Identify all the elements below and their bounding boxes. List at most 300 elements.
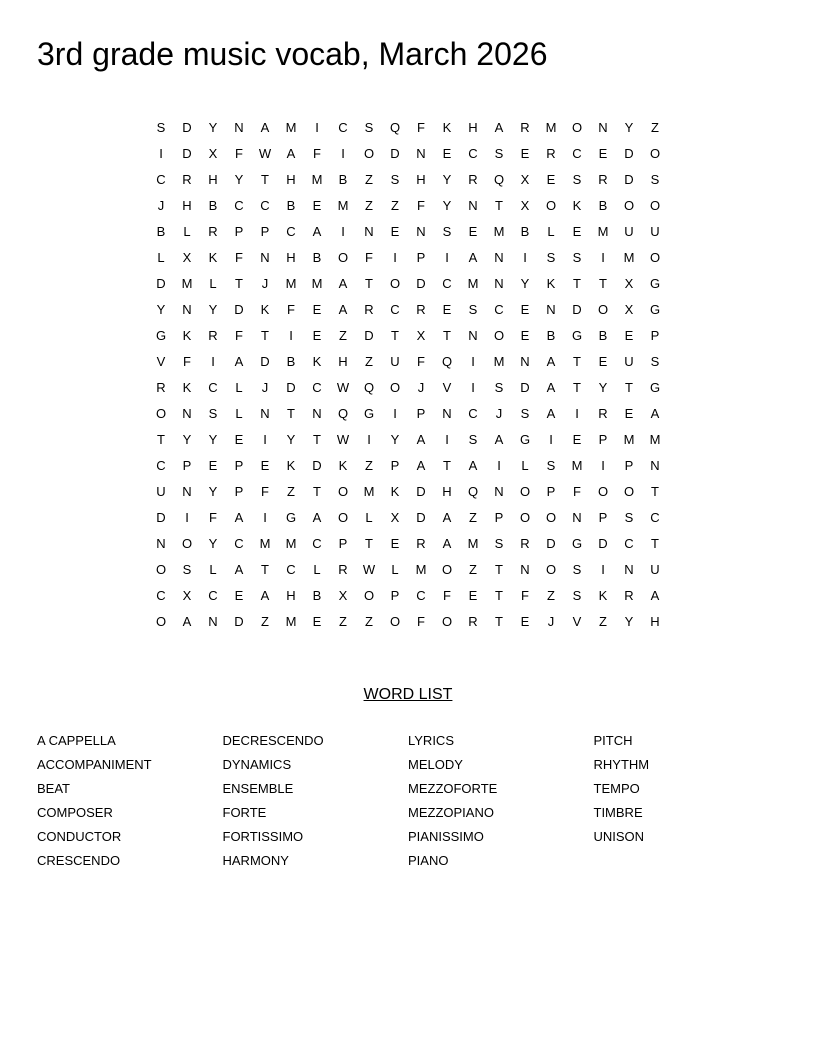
grid-letter: K [182, 380, 192, 395]
grid-letter: O [389, 614, 401, 629]
grid-letter: B [208, 198, 218, 213]
grid-letter: C [286, 224, 296, 239]
grid-letter: O [337, 250, 349, 265]
grid-letter: F [417, 198, 425, 213]
grid-letter: T [573, 354, 581, 369]
grid-letter: Y [208, 432, 218, 447]
grid-letter: T [495, 198, 503, 213]
grid-letter: L [313, 562, 321, 577]
grid-letter: V [442, 380, 452, 395]
grid-letter: A [312, 224, 322, 239]
grid-letter: P [650, 328, 660, 343]
grid-letter: P [390, 458, 400, 473]
word-list-item: TEMPO [593, 781, 640, 796]
grid-letter: E [598, 354, 608, 369]
grid-letter: R [364, 302, 374, 317]
grid-letter: Y [624, 614, 634, 629]
grid-letter: O [363, 588, 375, 603]
grid-letter: B [598, 328, 608, 343]
grid-letter: Z [365, 614, 373, 629]
grid-letter: P [234, 224, 244, 239]
grid-letter: N [416, 224, 426, 239]
grid-letter: D [624, 146, 634, 161]
grid-letter: L [235, 406, 243, 421]
grid-letter: F [235, 250, 243, 265]
grid-letter: C [650, 510, 660, 525]
grid-letter: E [598, 146, 608, 161]
grid-letter: A [182, 614, 192, 629]
grid-letter: T [573, 276, 581, 291]
grid-letter: Z [365, 172, 373, 187]
grid-letter: L [209, 276, 217, 291]
grid-letter: Y [598, 380, 608, 395]
grid-letter: T [495, 614, 503, 629]
grid-letter: P [416, 250, 426, 265]
word-list-heading: WORD LIST [363, 686, 453, 703]
grid-letter: Q [337, 406, 349, 421]
grid-letter: Y [442, 172, 452, 187]
grid-letter: I [445, 250, 449, 265]
grid-letter: M [285, 276, 297, 291]
grid-letter: I [315, 120, 319, 135]
grid-letter: A [546, 354, 556, 369]
word-list-item: MEZZOFORTE [408, 781, 498, 796]
grid-letter: O [519, 484, 531, 499]
grid-letter: Y [624, 120, 634, 135]
grid-letter: C [338, 120, 348, 135]
grid-letter: K [338, 458, 348, 473]
grid-letter: T [261, 172, 269, 187]
grid-letter: T [235, 276, 243, 291]
grid-letter: D [260, 354, 270, 369]
grid-letter: S [624, 510, 634, 525]
grid-letter: T [599, 276, 607, 291]
grid-letter: E [572, 224, 582, 239]
grid-letter: O [623, 484, 635, 499]
grid-letter: M [545, 120, 557, 135]
grid-letter: A [442, 536, 452, 551]
grid-letter: Z [547, 588, 555, 603]
grid-letter: D [390, 146, 400, 161]
grid-letter: L [521, 458, 529, 473]
grid-letter: R [416, 536, 426, 551]
grid-letter: B [286, 198, 296, 213]
grid-letter: A [286, 146, 296, 161]
grid-letter: R [520, 536, 530, 551]
grid-letter: X [624, 276, 634, 291]
grid-letter: E [546, 172, 556, 187]
grid-letter: N [208, 614, 218, 629]
grid-letter: G [519, 432, 531, 447]
grid-letter: S [650, 172, 660, 187]
grid-letter: F [417, 354, 425, 369]
grid-letter: N [520, 354, 530, 369]
grid-letter: B [312, 588, 322, 603]
word-list-item: MELODY [408, 757, 463, 772]
grid-letter: F [313, 146, 321, 161]
grid-letter: Z [287, 484, 295, 499]
grid-letter: O [649, 198, 661, 213]
grid-letter: E [442, 302, 452, 317]
grid-letter: Z [469, 510, 477, 525]
grid-letter: D [416, 484, 426, 499]
grid-letter: M [285, 614, 297, 629]
grid-letter: A [650, 406, 660, 421]
grid-letter: P [338, 536, 348, 551]
grid-letter: R [598, 406, 608, 421]
grid-letter: S [494, 146, 504, 161]
grid-letter: I [549, 432, 553, 447]
grid-letter: L [391, 562, 399, 577]
grid-letter: E [312, 198, 322, 213]
grid-letter: I [289, 328, 293, 343]
grid-letter: I [601, 250, 605, 265]
grid-letter: M [259, 536, 271, 551]
grid-letter: E [520, 328, 530, 343]
grid-letter: M [623, 432, 635, 447]
grid-letter: H [468, 120, 478, 135]
grid-letter: Z [365, 198, 373, 213]
grid-letter: O [389, 276, 401, 291]
grid-letter: O [597, 484, 609, 499]
grid-letter: N [182, 406, 192, 421]
grid-letter: T [443, 458, 451, 473]
grid-letter: L [365, 510, 373, 525]
grid-letter: R [156, 380, 166, 395]
grid-letter: O [441, 562, 453, 577]
word-list-item: CONDUCTOR [37, 829, 122, 844]
grid-letter: S [442, 224, 452, 239]
grid-letter: O [545, 198, 557, 213]
grid-letter: A [468, 458, 478, 473]
grid-letter: S [494, 536, 504, 551]
grid-letter: A [650, 588, 660, 603]
grid-letter: D [182, 146, 192, 161]
grid-letter: D [234, 302, 244, 317]
grid-letter: T [313, 484, 321, 499]
grid-letter: T [391, 328, 399, 343]
grid-letter: S [572, 250, 582, 265]
grid-letter: D [546, 536, 556, 551]
grid-letter: H [208, 172, 218, 187]
word-list-item: ENSEMBLE [222, 781, 294, 796]
grid-letter: N [364, 224, 374, 239]
grid-letter: W [336, 432, 350, 447]
grid-letter: Y [442, 198, 452, 213]
grid-letter: I [471, 380, 475, 395]
grid-letter: N [312, 406, 322, 421]
grid-letter: C [260, 198, 270, 213]
grid-letter: N [520, 562, 530, 577]
grid-letter: H [416, 172, 426, 187]
grid-letter: Z [365, 354, 373, 369]
grid-letter: R [520, 120, 530, 135]
grid-letter: X [520, 198, 530, 213]
grid-letter: H [650, 614, 660, 629]
grid-letter: D [598, 536, 608, 551]
word-list-item: FORTE [222, 805, 267, 820]
grid-letter: D [234, 614, 244, 629]
grid-letter: U [390, 354, 400, 369]
grid-letter: T [287, 406, 295, 421]
grid-letter: C [156, 172, 166, 187]
grid-letter: M [311, 276, 323, 291]
grid-letter: E [520, 614, 530, 629]
grid-letter: N [650, 458, 660, 473]
grid-letter: X [182, 250, 192, 265]
grid-letter: X [208, 146, 218, 161]
grid-letter: I [575, 406, 579, 421]
grid-letter: X [338, 588, 348, 603]
grid-letter: A [546, 406, 556, 421]
grid-letter: U [624, 354, 634, 369]
grid-letter: D [312, 458, 322, 473]
grid-letter: M [493, 224, 505, 239]
grid-letter: H [338, 354, 348, 369]
grid-letter: A [260, 588, 270, 603]
grid-letter: N [494, 276, 504, 291]
grid-letter: O [337, 510, 349, 525]
grid-letter: Y [208, 484, 218, 499]
grid-letter: Q [363, 380, 375, 395]
grid-letter: L [183, 224, 191, 239]
grid-letter: I [601, 458, 605, 473]
grid-letter: I [341, 146, 345, 161]
grid-letter: I [471, 354, 475, 369]
grid-letter: O [181, 536, 193, 551]
grid-letter: I [159, 146, 163, 161]
grid-letter: Y [182, 432, 192, 447]
grid-letter: Y [208, 302, 218, 317]
grid-letter: Q [467, 484, 479, 499]
grid-letter: M [285, 120, 297, 135]
grid-letter: D [156, 510, 166, 525]
grid-letter: A [234, 354, 244, 369]
grid-letter: O [623, 198, 635, 213]
grid-letter: E [520, 146, 530, 161]
grid-letter: J [417, 380, 425, 395]
grid-letter: G [571, 328, 583, 343]
grid-letter: M [623, 250, 635, 265]
grid-letter: N [260, 406, 270, 421]
grid-letter: T [443, 328, 451, 343]
grid-letter: T [157, 432, 165, 447]
grid-letter: I [393, 250, 397, 265]
grid-letter: D [520, 380, 530, 395]
grid-letter: K [546, 276, 556, 291]
grid-letter: B [312, 250, 322, 265]
grid-letter: N [598, 120, 608, 135]
word-list-item: FORTISSIMO [222, 829, 304, 844]
grid-letter: P [598, 432, 608, 447]
grid-letter: A [468, 250, 478, 265]
grid-letter: A [416, 432, 426, 447]
grid-letter: F [209, 510, 217, 525]
grid-letter: P [260, 224, 270, 239]
grid-letter: S [208, 406, 218, 421]
grid-letter: G [571, 536, 583, 551]
grid-letter: Y [208, 120, 218, 135]
grid-letter: V [156, 354, 166, 369]
grid-letter: B [520, 224, 530, 239]
grid-letter: I [367, 432, 371, 447]
grid-letter: T [495, 562, 503, 577]
grid-letter: N [416, 146, 426, 161]
grid-letter: S [468, 432, 478, 447]
grid-letter: O [545, 510, 557, 525]
grid-letter: M [467, 276, 479, 291]
grid-letter: M [597, 224, 609, 239]
grid-letter: C [208, 380, 218, 395]
grid-letter: U [650, 562, 660, 577]
word-list-item: DYNAMICS [222, 757, 292, 772]
grid-letter: Y [520, 276, 530, 291]
grid-letter: N [494, 484, 504, 499]
grid-letter: B [598, 198, 608, 213]
grid-letter: T [625, 380, 633, 395]
grid-letter: I [263, 510, 267, 525]
grid-letter: T [261, 562, 269, 577]
grid-letter: A [494, 120, 504, 135]
grid-letter: N [156, 536, 166, 551]
grid-letter: K [442, 120, 452, 135]
grid-letter: H [442, 484, 452, 499]
grid-letter: N [260, 250, 270, 265]
grid-letter: R [468, 614, 478, 629]
grid-letter: O [155, 406, 167, 421]
grid-letter: U [156, 484, 166, 499]
grid-letter: S [572, 562, 582, 577]
grid-letter: N [624, 562, 634, 577]
grid-letter: L [547, 224, 555, 239]
grid-letter: B [156, 224, 166, 239]
grid-letter: W [336, 380, 350, 395]
grid-letter: D [416, 510, 426, 525]
grid-letter: C [416, 588, 426, 603]
grid-letter: C [234, 198, 244, 213]
grid-letter: K [208, 250, 218, 265]
grid-letter: E [572, 432, 582, 447]
grid-letter: A [338, 302, 348, 317]
word-list-item: MEZZOPIANO [408, 805, 494, 820]
grid-letter: N [182, 302, 192, 317]
grid-letter: J [261, 276, 269, 291]
grid-letter: I [497, 458, 501, 473]
grid-letter: S [520, 406, 530, 421]
grid-letter: O [649, 146, 661, 161]
grid-letter: Q [389, 120, 401, 135]
grid-letter: D [572, 302, 582, 317]
grid-letter: T [261, 328, 269, 343]
grid-letter: O [389, 380, 401, 395]
grid-letter: S [546, 458, 556, 473]
grid-letter: I [445, 432, 449, 447]
grid-letter: L [209, 562, 217, 577]
grid-letter: E [390, 224, 400, 239]
word-list-item: UNISON [593, 829, 645, 844]
grid-letter: P [624, 458, 634, 473]
grid-letter: K [598, 588, 608, 603]
grid-letter: D [624, 172, 634, 187]
grid-letter: Z [365, 458, 373, 473]
grid-letter: E [468, 224, 478, 239]
grid-letter: A [546, 380, 556, 395]
grid-letter: O [545, 562, 557, 577]
grid-letter: H [286, 588, 296, 603]
grid-letter: S [364, 120, 374, 135]
grid-letter: M [493, 354, 505, 369]
grid-letter: Y [156, 302, 166, 317]
grid-letter: K [286, 458, 296, 473]
grid-letter: Z [261, 614, 269, 629]
grid-letter: A [260, 120, 270, 135]
grid-letter: F [235, 146, 243, 161]
grid-letter: H [286, 172, 296, 187]
grid-letter: M [285, 536, 297, 551]
grid-letter: D [156, 276, 166, 291]
grid-letter: Z [599, 614, 607, 629]
grid-letter: T [313, 432, 321, 447]
word-list-item: TIMBRE [593, 805, 643, 820]
grid-letter: F [521, 588, 529, 603]
grid-letter: I [211, 354, 215, 369]
grid-letter: C [390, 302, 400, 317]
word-list-item: HARMONY [222, 853, 289, 868]
grid-letter: S [650, 354, 660, 369]
grid-letter: O [597, 302, 609, 317]
grid-letter: C [156, 458, 166, 473]
grid-letter: B [286, 354, 296, 369]
grid-letter: E [312, 614, 322, 629]
grid-letter: E [624, 328, 634, 343]
grid-letter: M [649, 432, 661, 447]
grid-letter: D [182, 120, 192, 135]
grid-letter: X [520, 172, 530, 187]
word-search-grid [148, 115, 668, 635]
grid-letter: E [520, 302, 530, 317]
grid-letter: X [390, 510, 400, 525]
grid-letter: R [208, 224, 218, 239]
grid-letter: M [571, 458, 583, 473]
grid-letter: M [311, 172, 323, 187]
grid-letter: N [442, 406, 452, 421]
grid-letter: G [649, 380, 661, 395]
word-list-item: BEAT [37, 781, 70, 796]
grid-letter: F [417, 614, 425, 629]
grid-letter: I [523, 250, 527, 265]
page-title: 3rd grade music vocab, March 2026 [37, 36, 548, 72]
grid-letter: E [234, 432, 244, 447]
grid-letter: G [155, 328, 167, 343]
grid-letter: J [261, 380, 269, 395]
grid-letter: C [572, 146, 582, 161]
grid-letter: K [390, 484, 400, 499]
grid-letter: T [495, 588, 503, 603]
grid-letter: O [363, 146, 375, 161]
grid-letter: X [182, 588, 192, 603]
grid-letter: D [364, 328, 374, 343]
grid-letter: N [468, 198, 478, 213]
grid-letter: Z [651, 120, 659, 135]
grid-letter: E [208, 458, 218, 473]
grid-letter: U [624, 224, 634, 239]
word-list-item: PITCH [593, 733, 633, 748]
grid-letter: E [624, 406, 634, 421]
word-list-item: COMPOSER [37, 805, 113, 820]
grid-letter: F [417, 120, 425, 135]
word-list-item: PIANO [408, 853, 449, 868]
grid-letter: C [286, 562, 296, 577]
